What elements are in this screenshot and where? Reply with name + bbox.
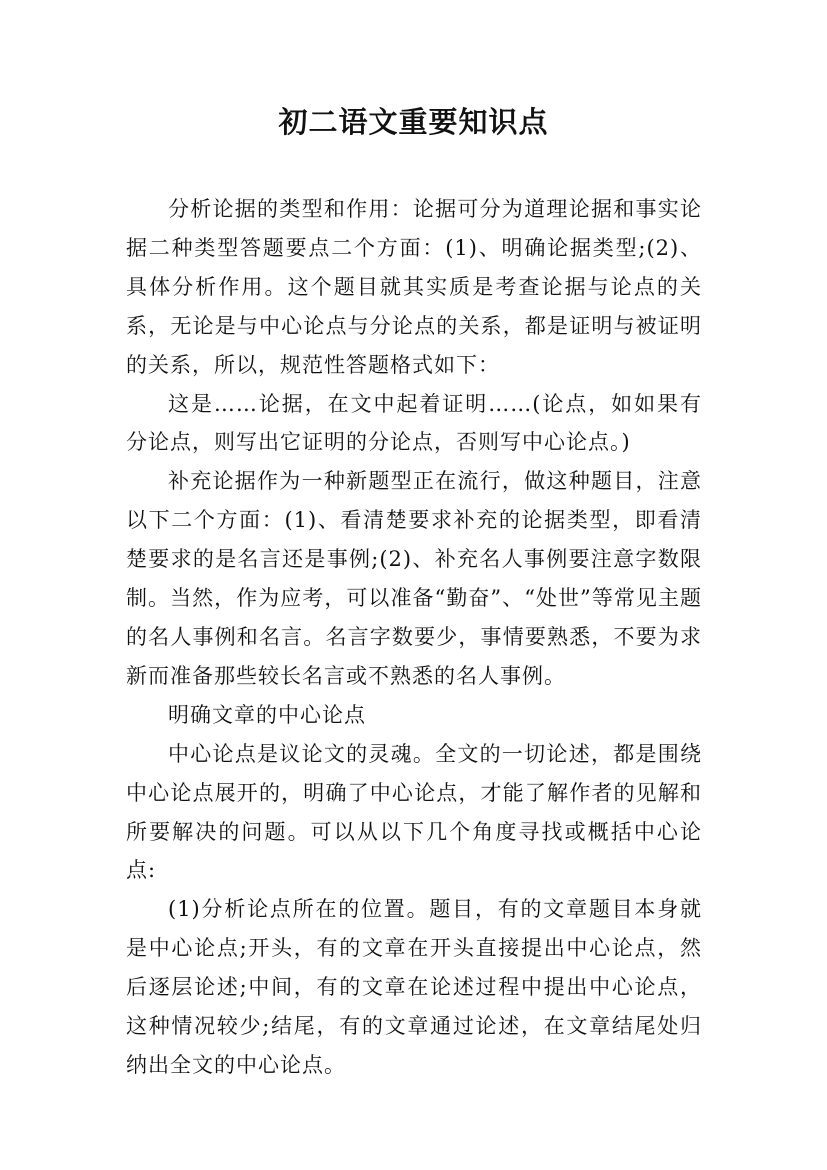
section-heading-central-argument: 明确文章的中心论点 [168, 702, 366, 727]
paragraph-argument-types: 分析论据的类型和作用：论据可分为道理论据和事实论据二种类型答题要点二个方面：(1)、明确论据类型;(2)、具体分析作用。这个题目就其实质是考查论据与论点的关系，无论是与中心论点与分论点的关系，都是证明与被证明的关系，所以，规范性答题格式如下： [126, 197, 702, 377]
paragraph-argument-position: (1)分析论点所在的位置。题目，有的文章题目本身就是中心论点;开头，有的文章在开头直接提出中心论点，然后逐层论述;中间，有的文章在论述过程中提出中心论点，这种情况较少;结尾，有的文章通过论述，在文章结尾处归纳出全文的中心论点。 [126, 897, 702, 1077]
paragraph-supplement-arguments: 补充论据作为一种新题型正在流行，做这种题目，注意以下二个方面：(1)、看清楚要求补充的论据类型，即看清楚要求的是名言还是事例;(2)、补充名人事例要注意字数限制。当然，作为应考，可以准备“勤奋”、“处世”等常见主题的名人事例和名言。名言字数要少，事情要熟悉，不要为求新而准备那些较长名言或不熟悉的名人事例。 [126, 469, 702, 688]
paragraph-central-argument: 中心论点是议论文的灵魂。全文的一切论述，都是围绕中心论点展开的，明确了中心论点，才能了解作者的见解和所要解决的问题。可以从以下几个角度寻找或概括中心论点: [126, 741, 702, 883]
paragraph-answer-format: 这是……论据，在文中起着证明……(论点，如如果有分论点，则写出它证明的分论点，否则写中心论点。) [126, 391, 702, 455]
document-body [126, 190, 702, 1085]
document-title: 初二语文重要知识点 [278, 105, 549, 139]
